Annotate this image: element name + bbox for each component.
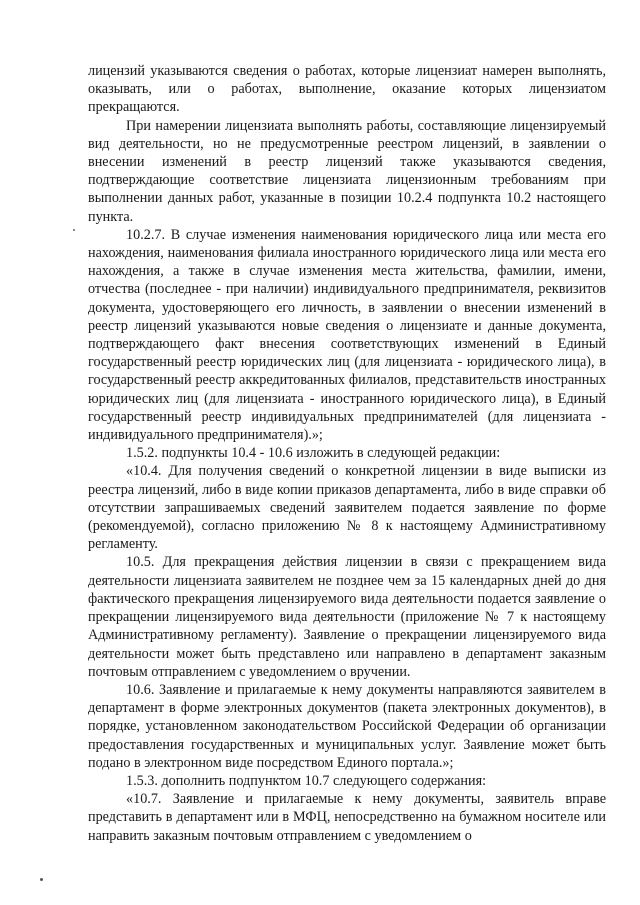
paragraph-10-6: 10.6. Заявление и прилагаемые к нему документы направляются заявителем в департамент в форме электронных документов (пакета электронных документов), в порядке, установленном законодательством Российской Федерации об организации предоставления государственных и муниципальных услуг. Заявление может быть подано в электронном виде посредством Единого портала.»; <box>88 681 606 771</box>
paragraph-10-7: «10.7. Заявление и прилагаемые к нему документы, заявитель вправе представить в департамент или в МФЦ, непосредственно на бумажном носителе или направить заказным почтовым отправлением с уведомлением о <box>88 791 606 844</box>
paragraph-10-4: «10.4. Для получения сведений о конкретной лицензии в виде выписки из реестра лицензий, либо в виде копии приказов департамента, либо в виде справки об отсутствии запрашиваемых сведений заявителем подается заявление по форме (рекомендуемой), согласно приложению № 8 к настоящему Административному регламенту. <box>88 463 606 553</box>
document-body <box>88 62 606 845</box>
scan-speck-margin <box>73 229 75 231</box>
paragraph-work-intent: При намерении лицензиата выполнять работы, составляющие лицензируемый вид деятельности, но не предусмотренные реестром лицензий, в заявлении о внесении изменений в реестр лицензий также указываются сведения, подтверждающие соответствие лицензиата лицензионным требованиям при выполнении данных работ, указанные в позиции 10.2.4 подпункта 10.2 настоящего пункта. <box>88 117 606 225</box>
paragraph-10-2-7: 10.2.7. В случае изменения наименования юридического лица или места его нахождения, наименования филиала иностранного юридического лица или места его нахождения, а также в случае изменения места жительства, фамилии, имени, отчества (последнее - при наличии) индивидуального предпринимателя, реквизитов документа, удостоверяющего его личность, в заявлении о внесении изменений в реестр лицензий указываются новые сведения о лицензиате и данные документа, подтверждающего факт внесения соответствующих изменений в Единый государственный реестр юридических лиц (для лицензиата - юридического лица), в государственный реестр аккредитованных филиалов, представительств иностранных юридических лиц (для лицензиата - иностранного юридического лица), в Единый государственный реестр индивидуальных предпринимателей (для лицензиата - индивидуального предпринимателя).»; <box>88 226 606 444</box>
scan-speck <box>40 878 43 881</box>
paragraph-1-5-3: 1.5.3. дополнить подпунктом 10.7 следующего содержания: <box>126 772 487 789</box>
paragraph-continuation: лицензий указываются сведения о работах, которые лицензиат намерен выполнять, оказывать, или о работах, выполнение, оказание которых лицензиатом прекращаются. <box>88 63 606 116</box>
paragraph-1-5-2: 1.5.2. подпункты 10.4 - 10.6 изложить в следующей редакции: <box>126 445 501 462</box>
paragraph-10-5: 10.5. Для прекращения действия лицензии в связи с прекращением вида деятельности лицензиата заявителем не позднее чем за 15 календарных дней до дня фактического прекращения лицензируемого вида деятельности подается заявление о прекращении лицензируемого вида деятельности (приложение № 7 к настоящему Административному регламенту). Заявление о прекращении лицензируемого вида деятельности может быть представлено или направлено в департамент заказным почтовым отправлением с уведомлением о вручении. <box>88 554 606 680</box>
